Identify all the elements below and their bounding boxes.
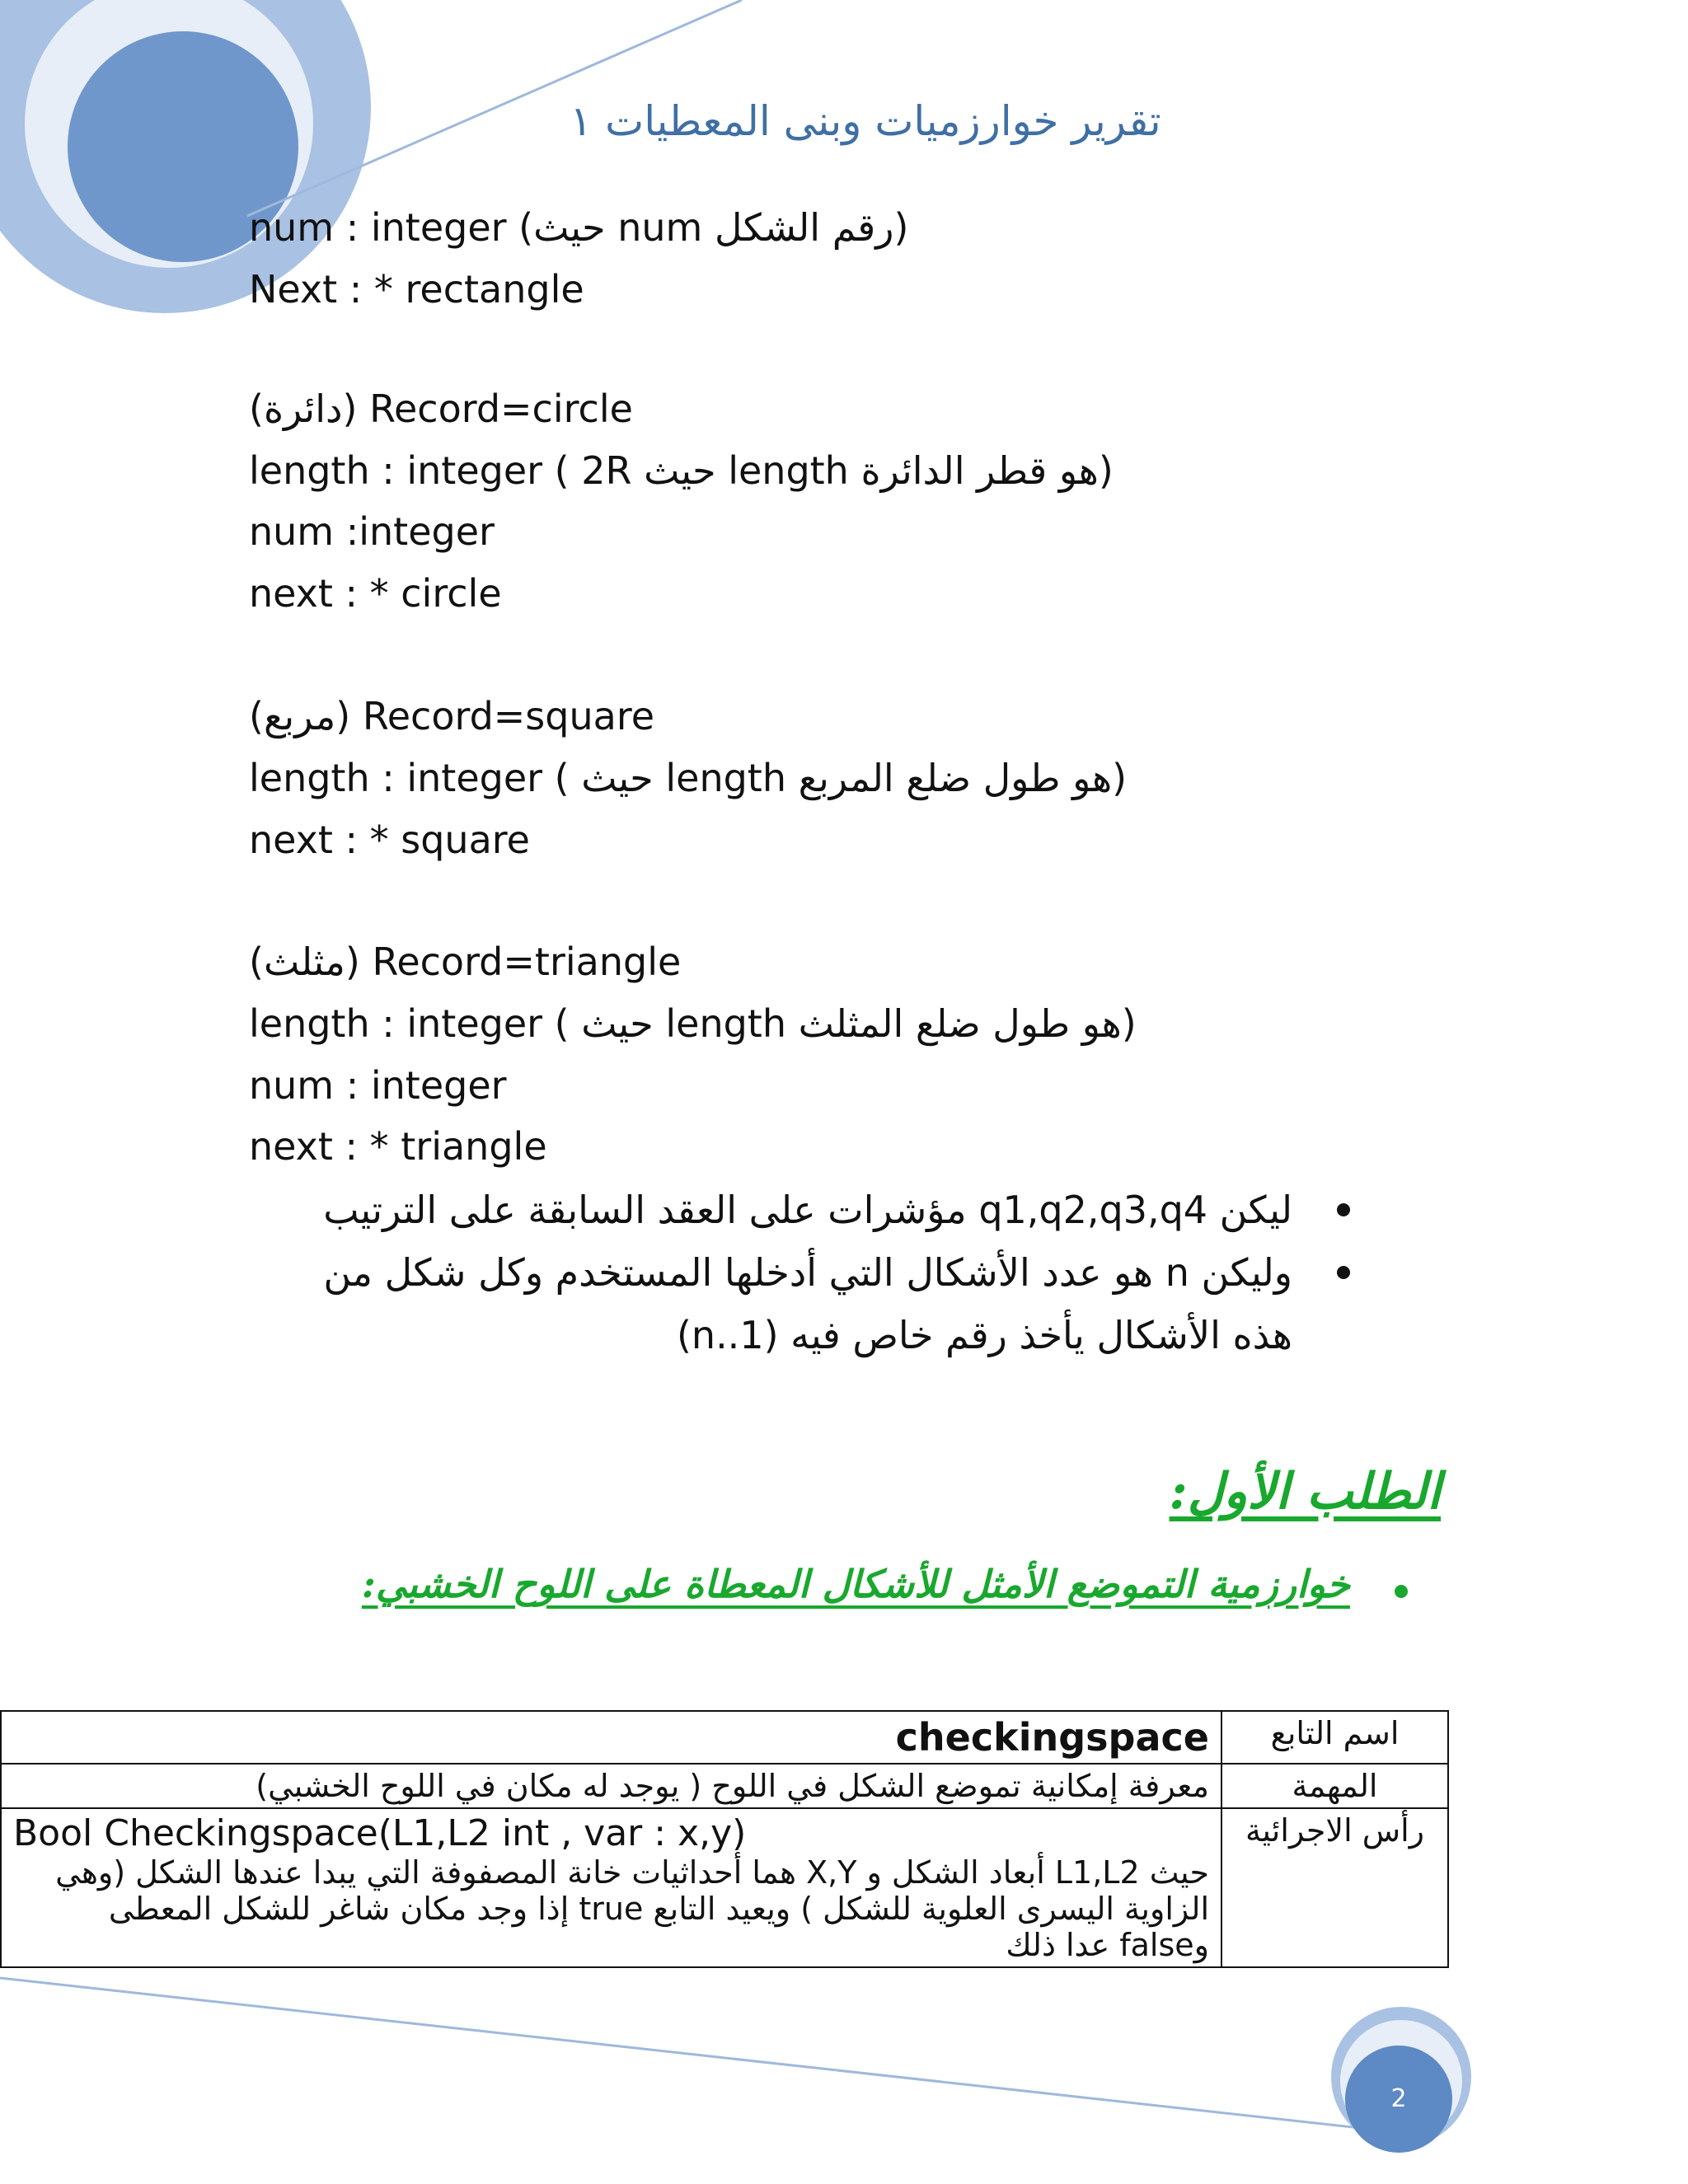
code-line: (دائرة) Record=circle <box>249 387 633 431</box>
procedure-header-cell <box>1 1808 1221 1967</box>
bullet-dot <box>1395 1585 1408 1598</box>
row-label: رأس الاجرائية <box>1221 1808 1448 1967</box>
footer-rule <box>0 1978 1360 2128</box>
section-subheading <box>362 1562 1350 1606</box>
signature-description: حيث L1,L2 أبعاد الشكل و X,Y هما أحداثيات خانة المصفوفة التي يبدا عندها الشكل (وهي الزاوية اليسرى العلوية للشكل ) ويعيد التابع true إذا وجد مكان شاغر للشكل المعطى وfalse عدا ذلك <box>55 1854 1209 1963</box>
code-line: length : integer ( 2R حيث length هو قطر الدائرة) <box>249 448 1114 493</box>
code-line: Next : * rectangle <box>249 267 584 312</box>
task-description: معرفة إمكانية تموضع الشكل في اللوح ( يوجد له مكان في اللوح الخشبي) <box>1 1764 1221 1808</box>
table-row <box>1 1808 1448 1967</box>
code-line: num : integer <box>249 1063 507 1108</box>
code-line: next : * triangle <box>249 1124 547 1169</box>
code-line: (مثلث) Record=triangle <box>249 940 682 984</box>
function-name: checkingspace <box>1 1711 1221 1764</box>
code-line: num : integer (حيث num رقم الشكل) <box>249 205 909 250</box>
code-line: length : integer ( حيث length هو طول ضلع المربع) <box>249 756 1128 800</box>
row-label: اسم التابع <box>1221 1711 1448 1764</box>
code-line: next : * circle <box>249 571 502 616</box>
section-heading: الطلب الأول: <box>1169 1463 1441 1521</box>
page-title: تقرير خوارزميات وبنى المعطيات ١ <box>570 97 1161 145</box>
row-label: المهمة <box>1221 1764 1448 1808</box>
bullet-text: وليكن n هو عدد الأشكال التي أدخلها المستخدم وكل شكل من هذه الأشكال يأخذ رقم خاص فيه (1..n) <box>323 1250 1292 1357</box>
table-row <box>1 1711 1448 1764</box>
function-spec-table <box>0 1710 1449 1968</box>
code-line: next : * square <box>249 818 530 862</box>
function-signature: Bool Checkingspace(L1,L2 int , var : x,y) <box>13 1812 747 1854</box>
bullet-dot <box>1337 1203 1350 1216</box>
code-line: (مربع) Record=square <box>249 694 655 738</box>
bullet-item <box>279 1241 1350 1366</box>
bullet-item <box>279 1179 1350 1241</box>
bullet-list <box>279 1179 1350 1366</box>
code-line: num :integer <box>249 509 495 554</box>
page-number: 2 <box>1345 2046 1452 2153</box>
bullet-text: ليكن q1,q2,q3,q4 مؤشرات على العقد السابقة على الترتيب <box>323 1188 1292 1232</box>
subheading-text: خوارزمية التموضع الأمثل للأشكال المعطاة على اللوح الخشبي: <box>361 1562 1350 1606</box>
bullet-dot <box>1337 1266 1350 1279</box>
code-line: length : integer ( حيث length هو طول ضلع المثلث) <box>249 1001 1137 1046</box>
table-row <box>1 1764 1448 1808</box>
